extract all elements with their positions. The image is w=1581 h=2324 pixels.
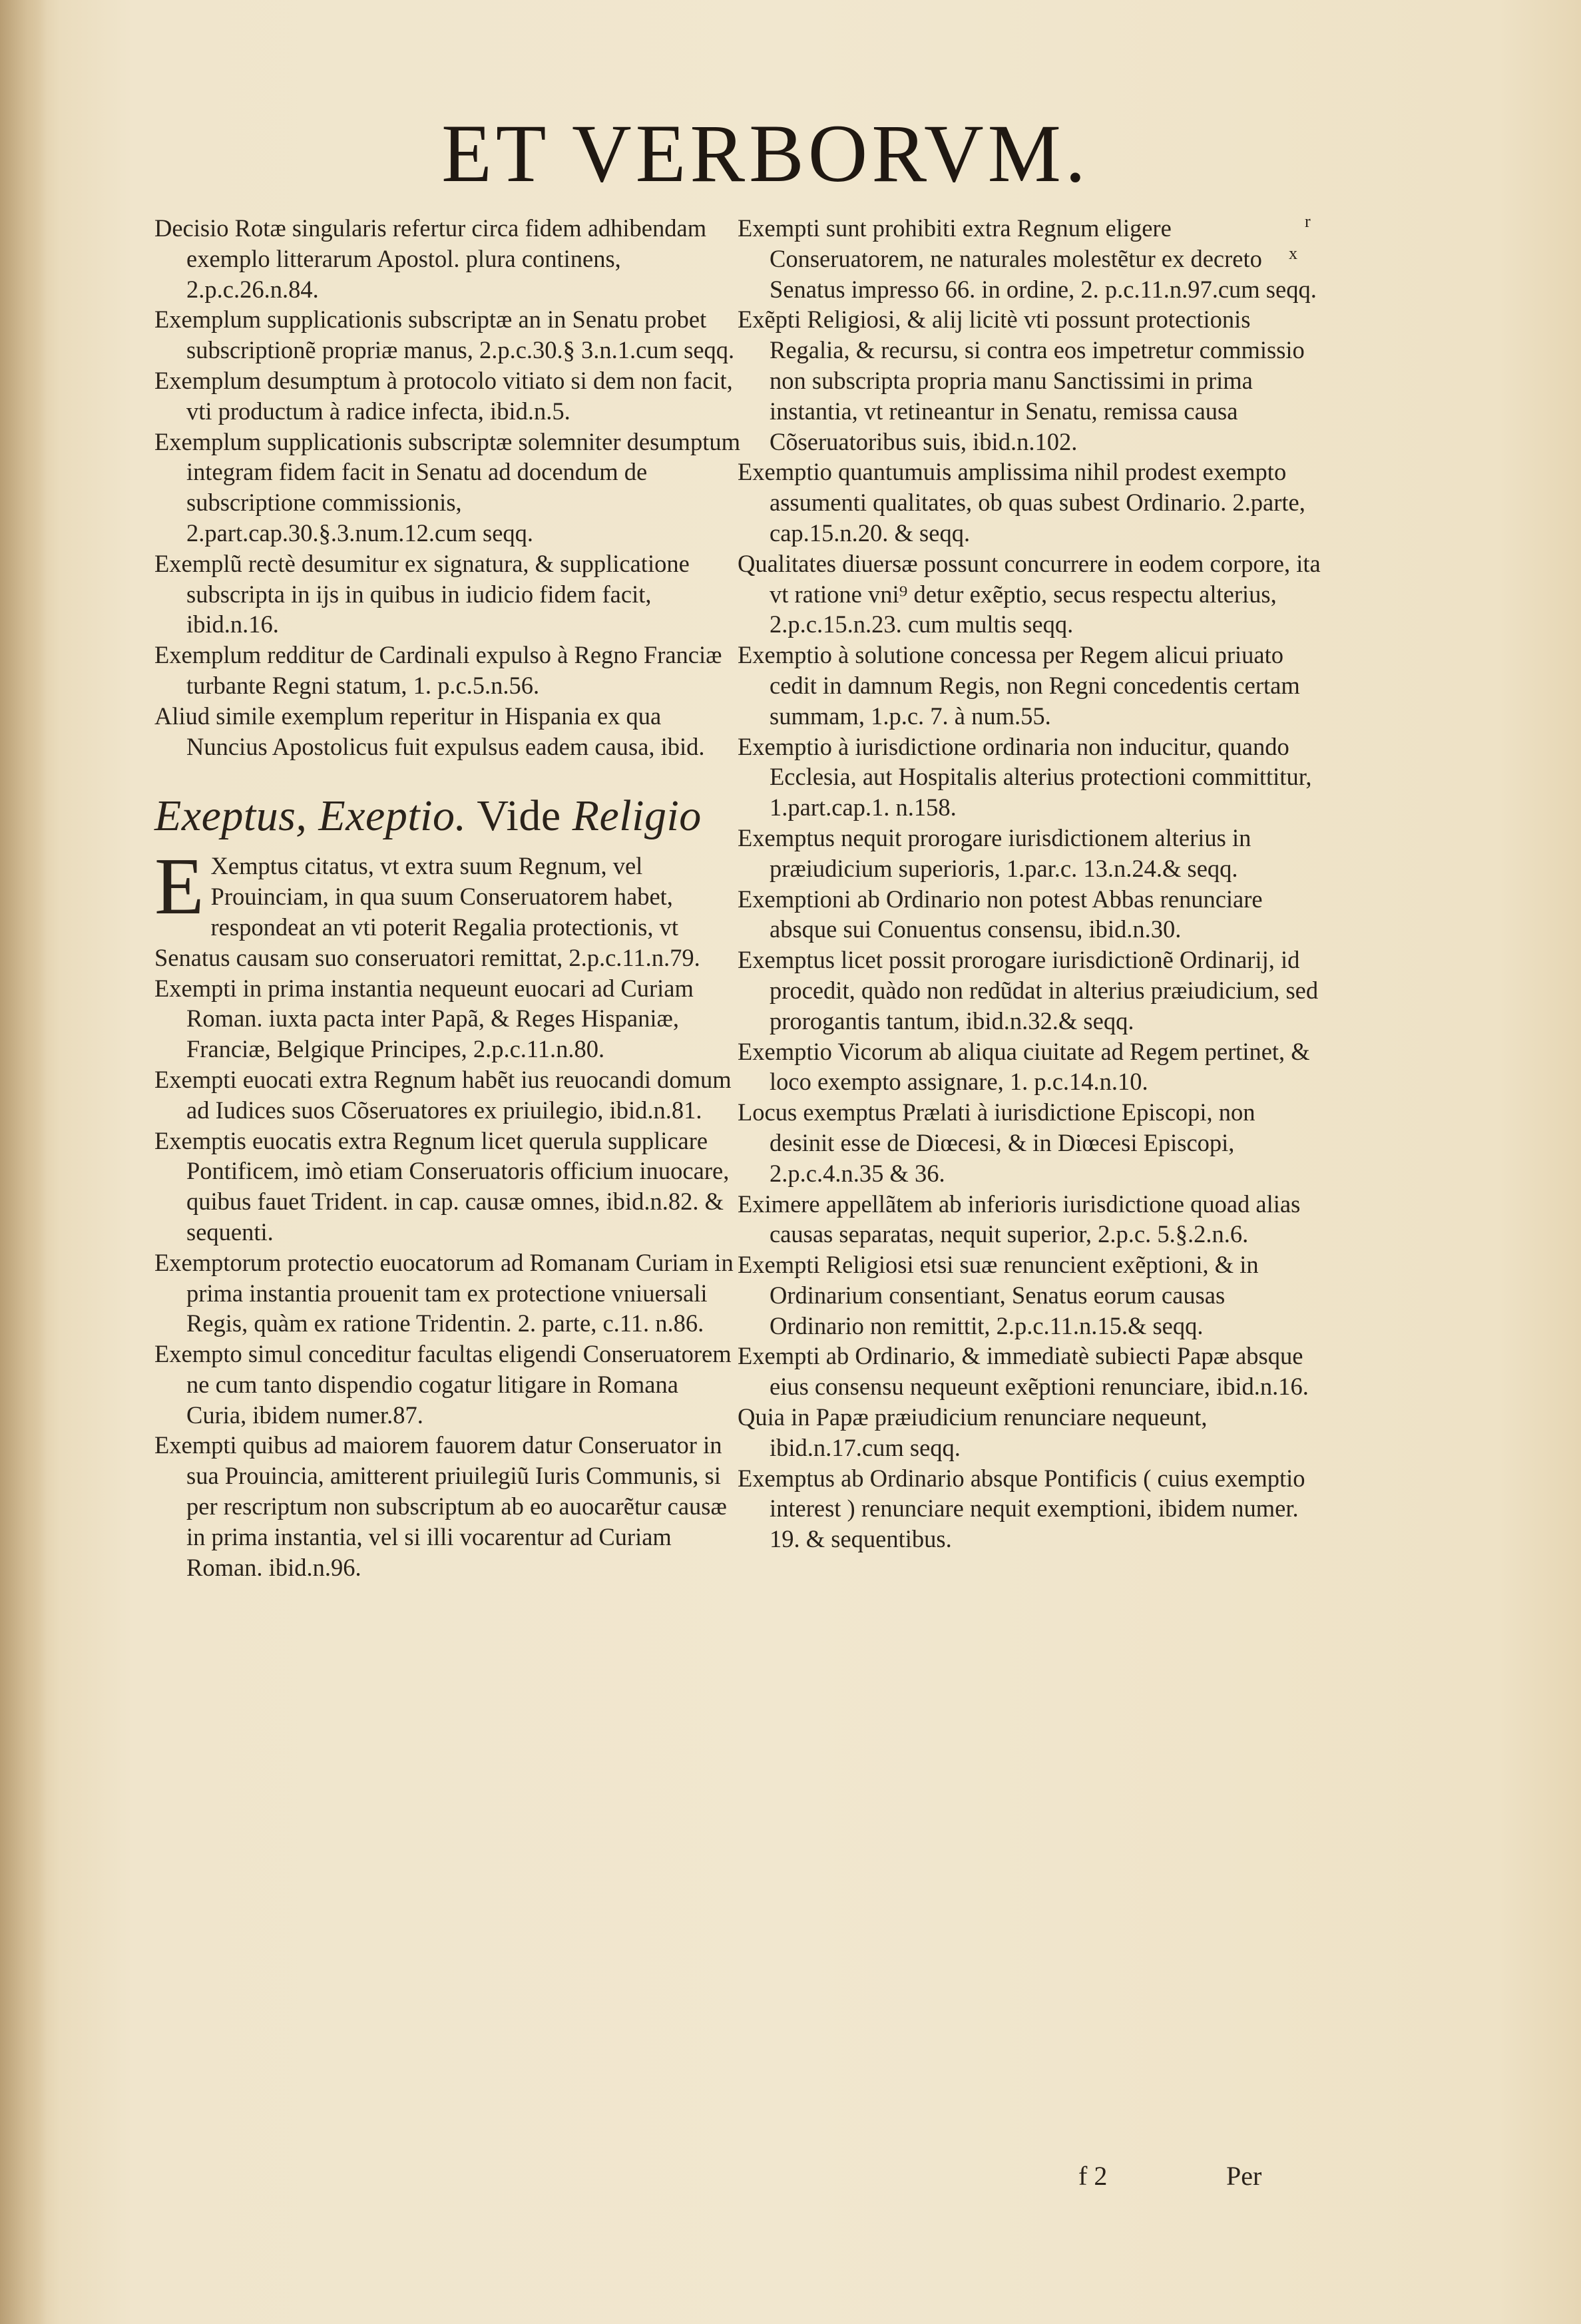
- section-heading-vide: Vide: [466, 792, 572, 841]
- index-entry: Exemptio quantumuis amplissima nihil prodest exempto assumenti qualitates, ob quas subest Ordinario. 2.parte, cap.15.n.20. & seqq.: [738, 458, 1305, 547]
- section-heading: [154, 791, 740, 841]
- left-column: [154, 213, 740, 1582]
- index-entry: Exempti in prima instantia nequeunt euocari ad Curiam Roman. iuxta pacta inter Papã, & Reges Hispaniæ, Franciæ, Belgique Principes, 2.p.c.11.n.80.: [154, 974, 694, 1063]
- index-entry: Exempti quibus ad maiorem fauorem datur Conseruator in sua Prouincia, amitterent priuilegiũ Iuris Communis, si per rescriptum non subscriptum ab eo auocarẽtur causæ in prima instantia, vel si illi vocarentur ad Curiam Roman. ibid.n.96.: [154, 1431, 727, 1581]
- index-entry: Exemptio Vicorum ab aliqua ciuitate ad Regem pertinet, & loco exempto assignare, 1. p.c.14.n.10.: [738, 1037, 1310, 1096]
- index-entry: Exemptorum protectio euocatorum ad Romanam Curiam in prima instantia prouenit tam ex protectione vniuersali Regis, quàm ex ratione Tridentin. 2. parte, c.11. n.86.: [154, 1248, 734, 1337]
- dropcap-text: Xemptus citatus, vt extra suum Regnum, vel Prouinciam, in qua suum Conseruatorem habet, respondeat an vti poterit Regalia protectionis, vt Senatus causam suo conseruatori remittat, 2.p.c.11.n.79.: [154, 852, 700, 971]
- index-entry: Exemptus licet possit prorogare iurisdictionẽ Ordinarij, id procedit, quàdo non redũdat in alterius præiudicium, sed prorogantis tantum, ibid.n.32.& seqq.: [738, 946, 1319, 1035]
- index-entry: Exemptus ab Ordinario absque Pontificis ( cuius exemptio interest ) renunciare nequit exemptioni, ibidem numer. 19. & sequentibus.: [738, 1464, 1305, 1553]
- marginal-mark: x: [1289, 244, 1297, 263]
- section-heading-term: Exeptus, Exeptio.: [154, 792, 467, 841]
- index-entry: Exemplum supplicationis subscriptæ an in Senatu probet subscriptionẽ propriæ manus, 2.p.c.30.§ 3.n.1.cum seqq.: [154, 306, 735, 364]
- index-entry: Aliud simile exemplum reperitur in Hispania ex qua Nuncius Apostolicus fuit expulsus eadem causa, ibid.: [154, 702, 705, 760]
- catchword: Per: [1226, 2161, 1262, 2191]
- dropcap-paragraph: [154, 841, 740, 973]
- index-entry: Exemplum desumptum à protocolo vitiato si dem non facit, vti productum à radice infecta, ibid.n.5.: [154, 366, 733, 425]
- index-entry: Quia in Papæ præiudicium renunciare nequeunt, ibid.n.17.cum seqq.: [738, 1403, 1208, 1461]
- index-entry: Exemplum supplicationis subscriptæ solemniter desumptum integram fidem facit in Senatu ad docendum de subscriptione commissionis, 2.part.cap.30.§.3.num.12.cum seqq.: [154, 427, 740, 547]
- running-header: ET VERBORVM.: [441, 108, 1090, 199]
- marginal-mark: r: [1305, 212, 1311, 231]
- index-entry: Decisio Rotæ singularis refertur circa fidem adhibendam exemplo litterarum Apostol. plura continens, 2.p.c.26.n.84.: [154, 214, 707, 303]
- drop-cap: E: [154, 841, 204, 932]
- index-entry: Exempti sunt prohibiti extra Regnum eligere Conseruatorem, ne naturales molestẽtur ex decreto Senatus impresso 66. in ordine, 2. p.c.11.n.97.cum seqq.: [738, 214, 1317, 303]
- index-entry: Exempti Religiosi etsi suæ renuncient exẽptioni, & in Ordinarium consentiant, Senatus eorum causas Ordinario non remittit, 2.p.c.11.n.15.& seqq.: [738, 1251, 1259, 1339]
- section-heading-ref: Religio: [572, 792, 702, 841]
- index-entry: Eximere appellãtem ab inferioris iurisdictione quoad alias causas separatas, nequit superior, 2.p.c. 5.§.2.n.6.: [738, 1190, 1301, 1248]
- binding-gutter: [0, 0, 47, 2324]
- index-entry: Exemptio à solutione concessa per Regem alicui priuato cedit in damnum Regis, non Regni concedentis certam summam, 1.p.c. 7. à num.55.: [738, 641, 1300, 730]
- index-entry: Exemptio à iurisdictione ordinaria non inducitur, quando Ecclesia, aut Hospitalis alterius protectioni committitur, 1.part.cap.1. n.158.: [738, 732, 1312, 821]
- index-entry: Exemptioni ab Ordinario non potest Abbas renunciare absque sui Conuentus consensu, ibid.n.30.: [738, 885, 1263, 943]
- index-entry: Exempti ab Ordinario, & immediatè subiecti Papæ absque eius consensu nequeunt exẽptioni renunciare, ibid.n.16.: [738, 1342, 1309, 1401]
- index-entry: Exemplũ rectè desumitur ex signatura, & supplicatione subscripta in ijs in quibus in iudicio fidem facit, ibid.n.16.: [154, 549, 690, 638]
- index-entry: Qualitates diuersæ possunt concurrere in eodem corpore, ita vt ratione vni⁹ detur exẽptio, secus respectu alterius, 2.p.c.15.n.23. cum multis seqq.: [738, 549, 1321, 638]
- index-entry: Exemptus nequit prorogare iurisdictionem alterius in præiudicium superioris, 1.par.c. 13.n.24.& seqq.: [738, 823, 1251, 882]
- signature-mark: f 2: [1078, 2161, 1108, 2191]
- index-entry: Exempto simul conceditur facultas eligendi Conseruatorem ne cum tanto dispendio cogatur litigare in Romana Curia, ibidem numer.87.: [154, 1340, 732, 1429]
- right-column: [738, 213, 1323, 1554]
- index-entry: Exempti euocati extra Regnum habẽt ius reuocandi domum ad Iudices suos Cõseruatores ex priuilegio, ibid.n.81.: [154, 1065, 732, 1124]
- index-entry: Exẽpti Religiosi, & alij licitè vti possunt protectionis Regalia, & recursu, si contra eos impetretur commissio non subscripta propria manu Sanctissimi in prima instantia, vt retineantur in Senatu, remissa causa Cõseruatoribus suis, ibid.n.102.: [738, 306, 1305, 455]
- index-entry: Locus exemptus Prælati à iurisdictione Episcopi, non desinit esse de Diœcesi, & in Diœcesi Episcopi, 2.p.c.4.n.35 & 36.: [738, 1098, 1255, 1187]
- index-entry: Exemplum redditur de Cardinali expulso à Regno Franciæ turbante Regni statum, 1. p.c.5.n.56.: [154, 641, 722, 699]
- index-entry: Exemptis euocatis extra Regnum licet querula supplicare Pontificem, imò etiam Conseruatoris officium inuocare, quibus fauet Trident. in cap. causæ omnes, ibid.n.82. & sequenti.: [154, 1126, 730, 1246]
